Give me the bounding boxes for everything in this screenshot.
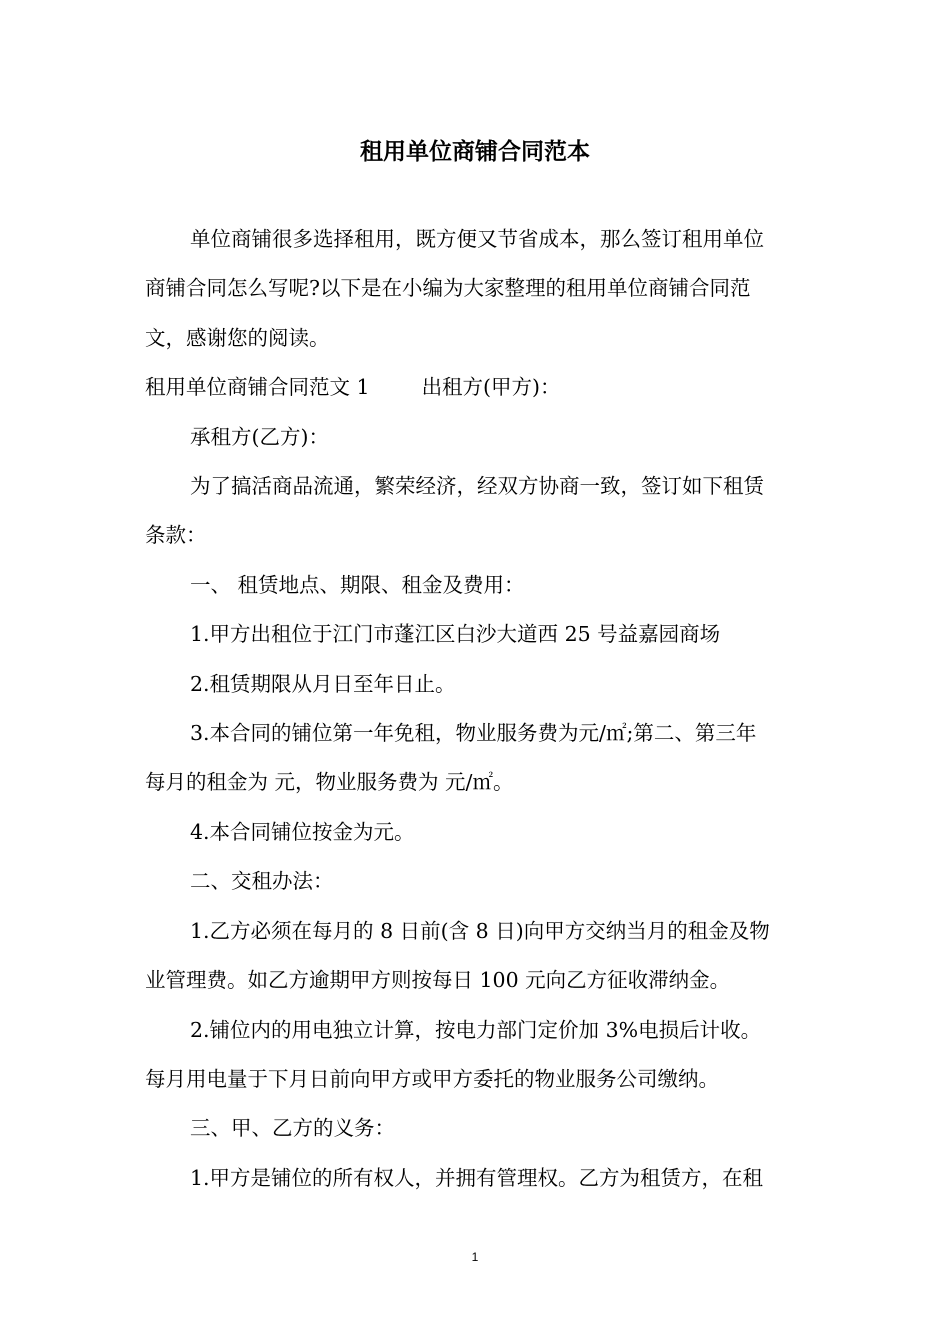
- intro-line-1: 单位商铺很多选择租用，既方便又节省成本，那么签订租用单位: [190, 227, 764, 251]
- sample-heading: 租用单位商铺合同范文 1: [145, 375, 370, 400]
- clause-2-1-line-1: 1.乙方必须在每月的 8 日前(含 8 日)向甲方交纳当月的租金及物: [190, 918, 770, 943]
- section-1-heading: 一、 租赁地点、期限、租金及费用：: [190, 572, 525, 597]
- lessor-label: 出租方(甲方)：: [421, 375, 561, 400]
- purpose-line-2: 条款：: [145, 523, 207, 548]
- lessee-label: 承租方(乙方)：: [190, 424, 329, 449]
- document-body: [145, 215, 810, 1203]
- section-2-heading: 二、交租办法：: [190, 869, 334, 894]
- clause-2-2-line-2: 每月用电量于下月日前向甲方或甲方委托的物业服务公司缴纳。: [145, 1066, 719, 1091]
- purpose-line-1: 为了搞活商品流通，繁荣经济，经双方协商一致，签订如下租赁: [190, 474, 764, 499]
- clause-1-3-line-1: 3.本合同的铺位第一年免租，物业服务费为元/㎡;第二、第三年: [190, 721, 757, 746]
- page-number: 1: [471, 1250, 479, 1264]
- intro-line-3: 文，感谢您的阅读。: [145, 325, 330, 350]
- clause-1-1: 1.甲方出租位于江门市蓬江区白沙大道西 25 号益嘉园商场: [190, 622, 721, 647]
- clause-2-2-line-1: 2.铺位内的用电独立计算，按电力部门定价加 3%电损后计收。: [190, 1017, 762, 1042]
- intro-line-2: 商铺合同怎么写呢?以下是在小编为大家整理的租用单位商铺合同范: [145, 276, 751, 301]
- sample-heading-line: [145, 363, 810, 412]
- clause-1-4: 4.本合同铺位按金为元。: [190, 819, 415, 844]
- clause-1-2: 2.租赁期限从月日至年日止。: [190, 671, 456, 696]
- document-title: 租用单位商铺合同范本: [360, 139, 590, 165]
- clause-2-1-line-2: 业管理费。如乙方逾期甲方则按每日 100 元向乙方征收滞纳金。: [145, 968, 731, 993]
- section-3-heading: 三、甲、乙方的义务：: [190, 1116, 395, 1141]
- clause-1-3-line-2: 每月的租金为 元，物业服务费为 元/㎡。: [145, 770, 514, 795]
- clause-3-1-line-1: 1.甲方是铺位的所有权人，并拥有管理权。乙方为租赁方，在租: [190, 1165, 764, 1190]
